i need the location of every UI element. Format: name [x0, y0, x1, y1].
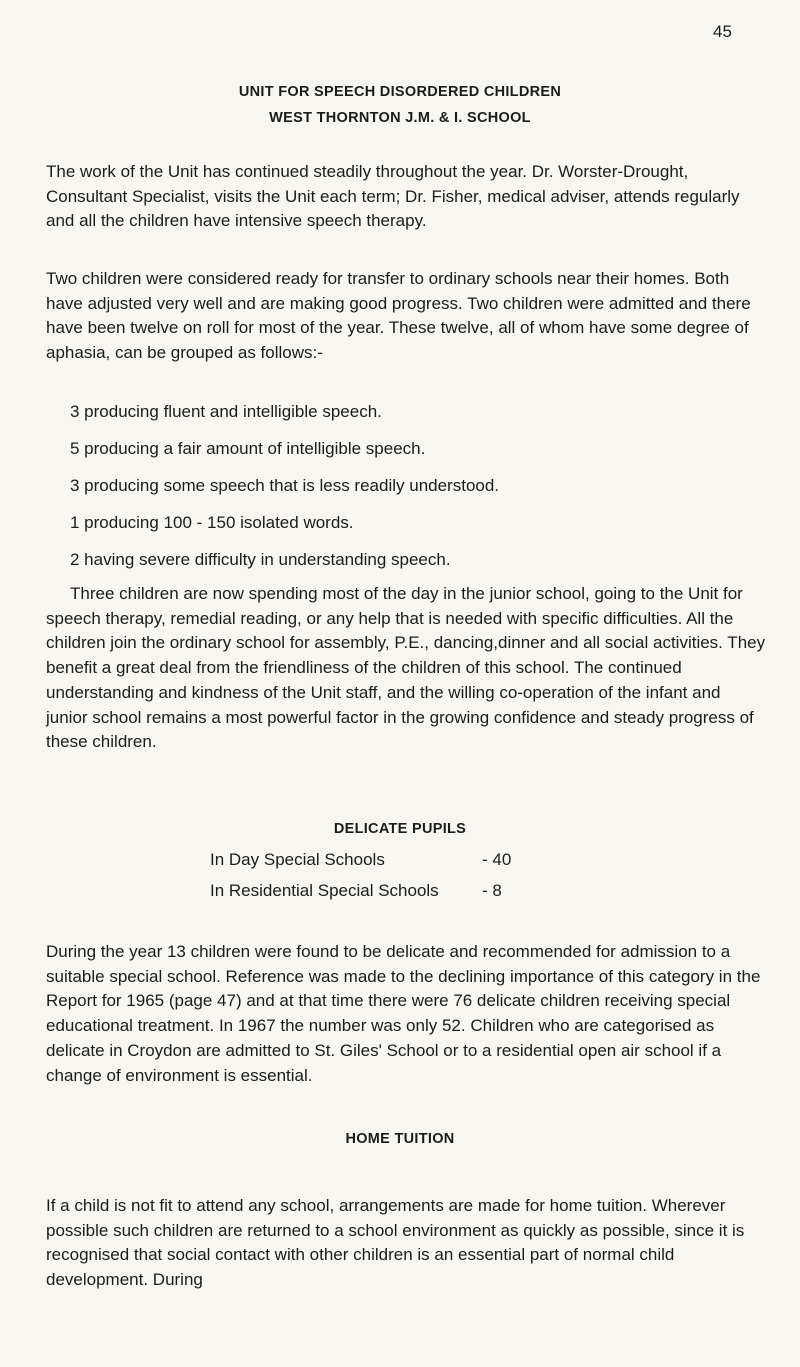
paragraph: Two children were considered ready for transfer to ordinary schools near their homes. Both have adjusted very well and are making good progress. Two children were admitted and there have been twelve on roll for most of the year. These twelve, all of whom have some degree of aphasia, can be grouped as follows:- [46, 269, 751, 363]
row-value: - 8 [482, 881, 502, 900]
list-item: 3 producing some speech that is less readily understood. [70, 476, 500, 495]
section-title-line1: UNIT FOR SPEECH DISORDERED CHILDREN [238, 84, 562, 100]
grouping-list [70, 400, 760, 585]
list-item: 5 producing a fair amount of intelligible speech. [70, 439, 426, 458]
section-title-line2: WEST THORNTON J.M. & I. SCHOOL [269, 110, 531, 126]
row-label: In Residential Special Schools [210, 881, 439, 900]
paragraph: The work of the Unit has continued steadily throughout the year. Dr. Worster-Drought, Consultant Specialist, visits the Unit each term; Dr. Fisher, medical adviser, attends regularly and all the children have intensive speech therapy. [46, 162, 740, 231]
section-title: DELICATE PUPILS [333, 821, 467, 837]
paragraph: During the year 13 children were found to be delicate and recommended for admission to a suitable special school. Reference was made to the declining importance of this category in the Report for 1965 (page 47) and at that time there were 76 delicate children receiving special educational treatment. In 1967 the number was only 52. Children who are categorised as delicate in Croydon are admitted to St. Giles' School or to a residential open air school if a change of environment is essential. [46, 942, 761, 1085]
paragraph: Three children are now spending most of the day in the junior school, going to the Unit for speech therapy, remedial reading, or any help that is needed with specific difficulties. All the children join the ordinary school for assembly, P.E., dancing,dinner and all social activities. They benefit a great deal from the friendliness of the children of this school. The continued understanding and kindness of the Unit staff, and the willing co-operation of the infant and junior school remains a most powerful factor in the growing confidence and steady progress of these children. [46, 584, 766, 752]
list-item: 2 having severe difficulty in understanding speech. [70, 550, 451, 569]
row-label: In Day Special Schools [210, 850, 385, 869]
list-item: 1 producing 100 - 150 isolated words. [70, 513, 354, 532]
delicate-pupils-table [210, 850, 570, 912]
section-title: HOME TUITION [345, 1131, 455, 1147]
row-value: - 40 [482, 850, 512, 869]
page-number: 45 [713, 22, 732, 41]
table-row [210, 881, 570, 912]
paragraph: If a child is not fit to attend any school, arrangements are made for home tuition. Wherever possible such children are returned to a school environment as quickly as possible, since it is recognised that social contact with other children is an essential part of normal child development. During [46, 1196, 745, 1290]
table-row [210, 850, 570, 881]
list-item: 3 producing fluent and intelligible speech. [70, 402, 382, 421]
